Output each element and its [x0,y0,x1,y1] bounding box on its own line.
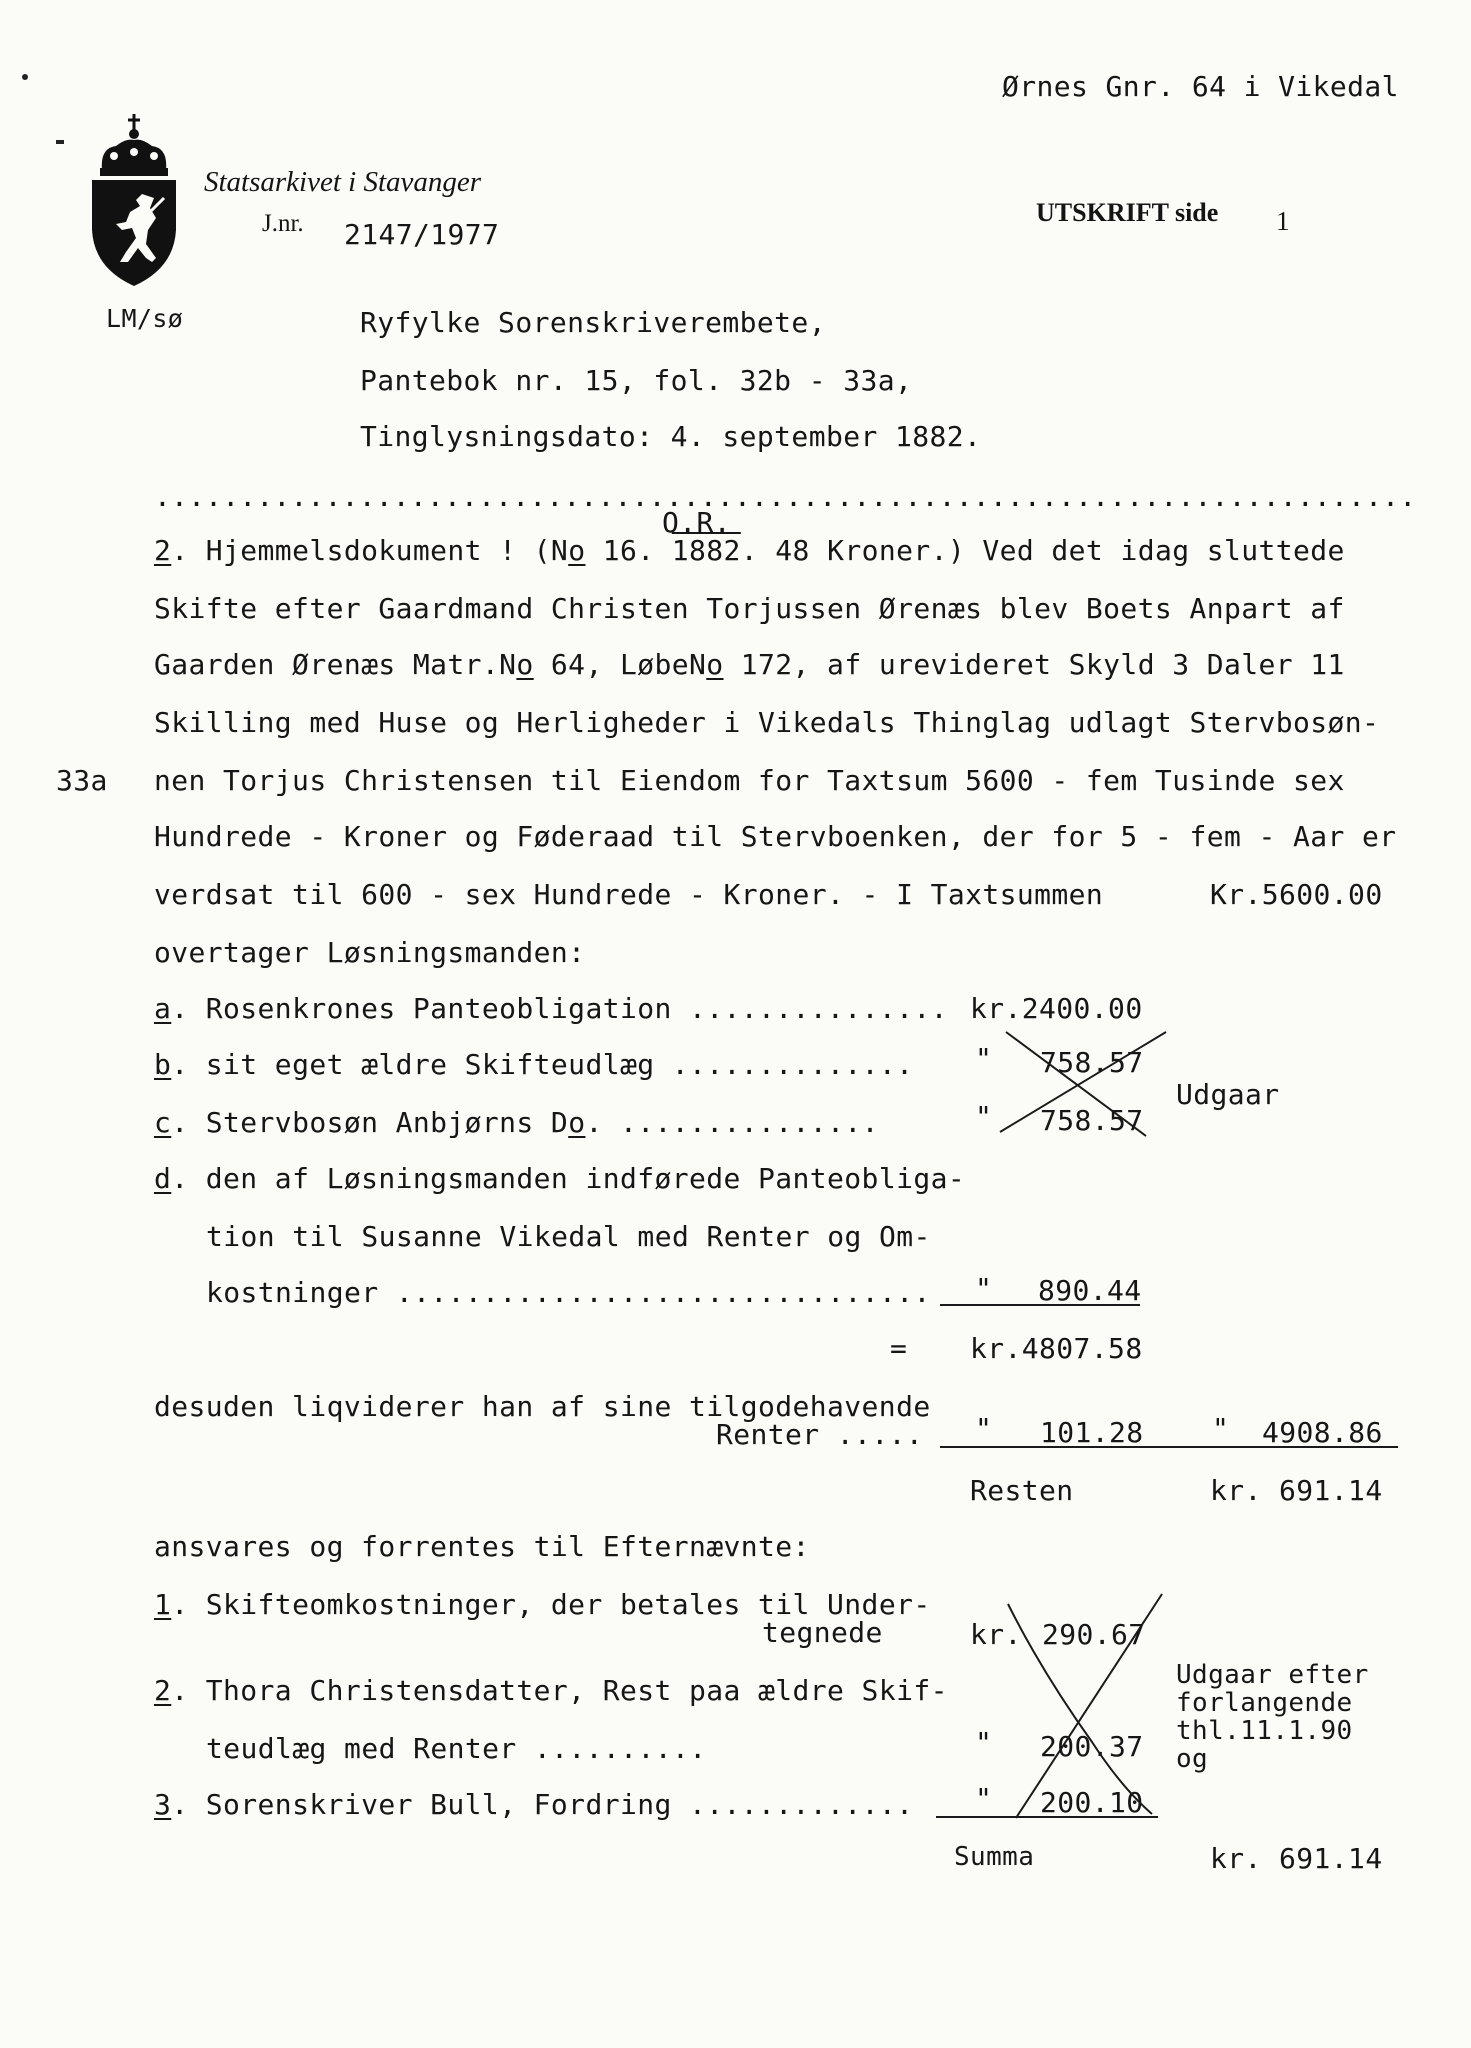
creditor-2-line-2 [206,1732,706,1765]
item-text: . Stervbosøn Anbjørns D [171,1106,569,1139]
item-c-amount: 758.57 [1040,1104,1144,1137]
creditor-number: 2 [154,1674,172,1707]
creditor-1-line-2: tegnede [762,1616,883,1649]
desuden-ditto: " [975,1412,993,1445]
desuden-dots: ..... [819,1418,924,1451]
item-text: . [585,1106,603,1139]
item-text: . Rosenkrones Panteobligation [171,992,672,1025]
item-d-amount: 890.44 [1038,1274,1142,1307]
item-dots: ............................... [378,1276,931,1309]
utskrift-label: UTSKRIFT side [1036,198,1219,227]
margin-note: 33a [56,764,108,797]
item-text: . sit eget ældre Skifteudlæg [171,1048,655,1081]
creditor-1-prefix: kr. [970,1618,1022,1651]
no-abbrev: o [706,648,724,681]
item-b [154,1048,913,1081]
subtotal-equals: = [890,1332,908,1365]
creditor-text: . Sorenskriver Bull, Fordring [171,1788,672,1821]
entry-line-5: nen Torjus Christensen til Eiendom for Taxtsum 5600 - fem Tusinde sex [154,764,1345,797]
desuden-text: Renter [716,1418,820,1451]
scan-mark [56,140,64,144]
udgaar-note-line-3: thl.11.1.90 [1176,1716,1353,1746]
entry-line-2: Skifte efter Gaardmand Christen Torjussen Ørenæs blev Boets Anpart af [154,592,1345,625]
archive-name: Statsarkivet i Stavanger [204,166,482,198]
item-letter: c [154,1106,172,1139]
initials: LM/sø [106,304,184,333]
sum-rule [940,1446,1398,1448]
sum-rule [940,1304,1140,1306]
creditor-dots: ............. [671,1788,914,1821]
subtotal-amount: kr.4807.58 [970,1332,1143,1365]
or-mark: O.R. [662,506,732,539]
item-a [154,992,948,1025]
item-letter: a [154,992,172,1025]
desuden-line-2 [716,1418,923,1451]
office-name: Ryfylke Sorenskriverembete, [360,306,826,339]
desuden-total-ditto: " [1212,1412,1230,1445]
udgaar-note-line-4: og [1176,1744,1209,1774]
resten-label: Resten [970,1474,1074,1507]
pantebok-reference: Pantebok nr. 15, fol. 32b - 33a, [360,364,913,397]
no-abbrev: o [568,534,586,567]
entry-number: 2 [154,534,172,567]
no-abbrev: o [516,648,534,681]
item-d-line-3 [206,1276,931,1309]
item-b-ditto: " [975,1042,993,1075]
creditor-number: 3 [154,1788,172,1821]
item-text: o [568,1106,586,1139]
udgaar-label: Udgaar [1176,1078,1280,1111]
item-c [154,1106,879,1139]
entry-line-6: Hundrede - Kroner og Føderaad til Stervboenken, der for 5 - fem - Aar er [154,820,1397,853]
creditor-text: teudlæg med Renter [206,1732,517,1765]
journal-number: 2147/1977 [344,218,500,251]
item-letter: b [154,1048,172,1081]
item-dots: ............... [602,1106,879,1139]
entry-text: 172, af urevideret Skyld 3 Daler 11 [723,648,1345,681]
creditor-1-amount: 290.67 [1042,1618,1146,1651]
summa-label: Summa [954,1842,1035,1872]
creditor-3-ditto: " [975,1782,993,1815]
document-reference: Ørnes Gnr. 64 i Vikedal [1002,70,1399,103]
item-c-ditto: " [975,1100,993,1133]
entry-text: Gaarden Ørenæs Matr.N [154,648,517,681]
item-d-ditto: " [975,1272,993,1305]
item-text: kostninger [206,1276,379,1309]
entry-line-3 [154,648,1345,681]
page-number: 1 [1276,206,1290,236]
entry-text: . 48 Kroner.) Ved det idag sluttede [740,534,1345,567]
scan-mark [22,74,28,80]
item-dots: .............. [654,1048,914,1081]
creditor-number: 1 [154,1588,172,1621]
entry-text: 16. [585,534,672,567]
item-text: . den af Løsningsmanden indførede Panteobliga- [171,1162,966,1195]
entry-text: 64, LøbeN [533,648,707,681]
item-a-amount: kr.2400.00 [970,992,1143,1025]
entry-year: 1882 [671,534,741,567]
tinglysning-date: Tinglysningsdato: 4. september 1882. [360,420,982,453]
taxtsum-amount: Kr.5600.00 [1210,878,1383,911]
entry-line-4: Skilling med Huse og Herligheder i Vikedals Thinglag udlagt Stervbosøn- [154,706,1380,739]
resten-amount: kr. 691.14 [1210,1474,1383,1507]
entry-line-8: overtager Løsningsmanden: [154,936,586,969]
ansvares-heading: ansvares og forrentes til Efternævnte: [154,1530,810,1563]
entry-line-7: verdsat til 600 - sex Hundrede - Kroner. - I Taxtsummen [154,878,1104,911]
strike-cross-mark [1002,1592,1172,1822]
creditor-3-amount: 200.10 [1040,1786,1144,1819]
creditor-2-amount: 200.37 [1040,1730,1144,1763]
desuden-amount: 101.28 [1040,1416,1144,1449]
udgaar-note-line-1: Udgaar efter [1176,1660,1369,1690]
creditor-2-ditto: " [975,1726,993,1759]
coat-of-arms-icon [86,112,182,288]
dotted-separator: .......................................................................... [154,480,1417,513]
strike-cross-mark [996,1028,1172,1140]
entry-line-1 [154,534,1345,567]
udgaar-note-line-2: forlangende [1176,1688,1353,1718]
item-dots: ............... [671,992,948,1025]
desuden-total: 4908.86 [1262,1416,1383,1449]
journal-label: J.nr. [262,210,304,237]
creditor-text: . Thora Christensdatter, Rest paa ældre Skif- [171,1674,948,1707]
entry-text: . Hjemmelsdokument ! (N [171,534,569,567]
summa-amount: kr. 691.14 [1210,1842,1383,1875]
item-d-line-2: tion til Susanne Vikedal med Renter og Om- [206,1220,931,1253]
item-d-line-1 [154,1162,965,1195]
item-b-amount: 758.57 [1040,1046,1144,1079]
item-letter: d [154,1162,172,1195]
creditor-2-line-1 [154,1674,948,1707]
creditor-3-line-1 [154,1788,913,1821]
desuden-line-1: desuden liqviderer han af sine tilgodehavende [154,1390,931,1423]
creditor-dots: .......... [516,1732,707,1765]
creditor-text: . Skifteomkostninger, der betales til Under- [171,1588,931,1621]
